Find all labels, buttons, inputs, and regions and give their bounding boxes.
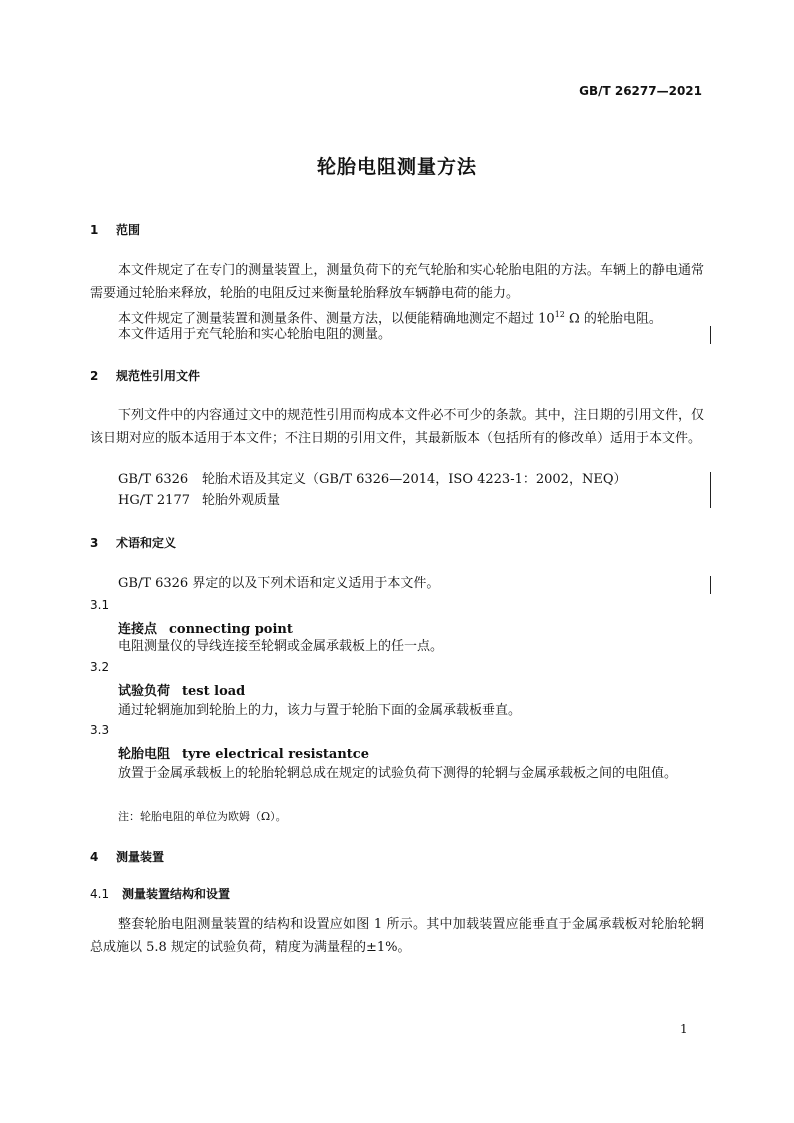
section-number: 1	[90, 223, 99, 237]
term-en: tyre electrical resistantce	[182, 747, 369, 762]
subsection-number: 4.1	[90, 887, 110, 901]
term-zh: 连接点	[118, 622, 158, 637]
term-heading	[118, 618, 293, 637]
text: 本文件规定了测量装置和测量条件、测量方法，以便能精确地测定不超过 10	[118, 311, 555, 327]
page-number: 1	[680, 1022, 688, 1036]
section-title: 术语和定义	[116, 536, 177, 550]
section-title: 范围	[116, 223, 141, 237]
reference-code: GB/T 6326	[118, 472, 189, 487]
term-number: 3.3	[90, 723, 110, 737]
term-heading	[118, 680, 245, 699]
term-number: 3.1	[90, 598, 110, 612]
term-en: connecting point	[169, 622, 293, 637]
term-number: 3.2	[90, 660, 110, 674]
term-definition: 放置于金属承载板上的轮胎轮辋总成在规定的试验负荷下测得的轮辋与金属承载板之间的电阻值。	[118, 766, 678, 781]
text: Ω 的轮胎电阻。	[564, 311, 662, 327]
section-title: 测量装置	[116, 850, 165, 864]
section-4-heading	[90, 848, 164, 865]
term-zh: 试验负荷	[118, 684, 171, 699]
term-definition: 电阻测量仪的导线连接至轮辋或金属承载板上的任一点。	[118, 639, 444, 654]
subsection-4-1-heading	[90, 885, 230, 902]
reference-item	[118, 491, 280, 511]
change-bar	[710, 576, 711, 594]
standard-number: GB/T 26277—2021	[579, 84, 702, 98]
section-3-heading	[90, 534, 176, 551]
section-title: 规范性引用文件	[116, 369, 201, 383]
paragraph: 下列文件中的内容通过文中的规范性引用而构成本文件必不可少的条款。其中，注日期的引用文件，仅该日期对应的版本适用于本文件；不注日期的引用文件，其最新版本（包括所有的修改单）适用于本文件。	[90, 408, 704, 446]
section-number: 3	[90, 536, 99, 550]
term-heading	[118, 743, 369, 762]
section-2-heading	[90, 367, 200, 384]
superscript: 12	[554, 310, 565, 319]
reference-title: 轮胎外观质量	[202, 493, 281, 508]
paragraph: 本文件适用于充气轮胎和实心轮胎电阻的测量。	[118, 327, 392, 342]
paragraph: 本文件规定了在专门的测量装置上，测量负荷下的充气轮胎和实心轮胎电阻的方法。车辆上的静电通常需要通过轮胎来释放，轮胎的电阻反过来衡量轮胎释放车辆静电荷的能力。	[90, 263, 704, 301]
section-number: 2	[90, 369, 99, 383]
paragraph: 整套轮胎电阻测量装置的结构和设置应如图 1 所示。其中加载装置应能垂直于金属承载板对轮胎轮辋总成施以 5.8 规定的试验负荷，精度为满量程的±1%。	[90, 917, 704, 955]
note: 注：轮胎电阻的单位为欧姆（Ω）。	[118, 810, 287, 823]
change-bar	[710, 472, 711, 508]
document-title: 轮胎电阻测量方法	[316, 156, 477, 178]
reference-title: 轮胎术语及其定义（GB/T 6326—2014，ISO 4223-1：2002，NEQ）	[202, 472, 627, 487]
subsection-title: 测量装置结构和设置	[122, 887, 231, 901]
term-en: test load	[182, 684, 246, 699]
section-1-heading	[90, 221, 140, 238]
term-definition: 通过轮辋施加到轮胎上的力，该力与置于轮胎下面的金属承载板垂直。	[118, 703, 522, 718]
paragraph: GB/T 6326 界定的以及下列术语和定义适用于本文件。	[118, 576, 440, 591]
reference-item	[118, 470, 626, 490]
term-zh: 轮胎电阻	[118, 747, 171, 762]
reference-code: HG/T 2177	[118, 493, 190, 508]
change-bar	[710, 326, 711, 344]
section-number: 4	[90, 850, 99, 864]
